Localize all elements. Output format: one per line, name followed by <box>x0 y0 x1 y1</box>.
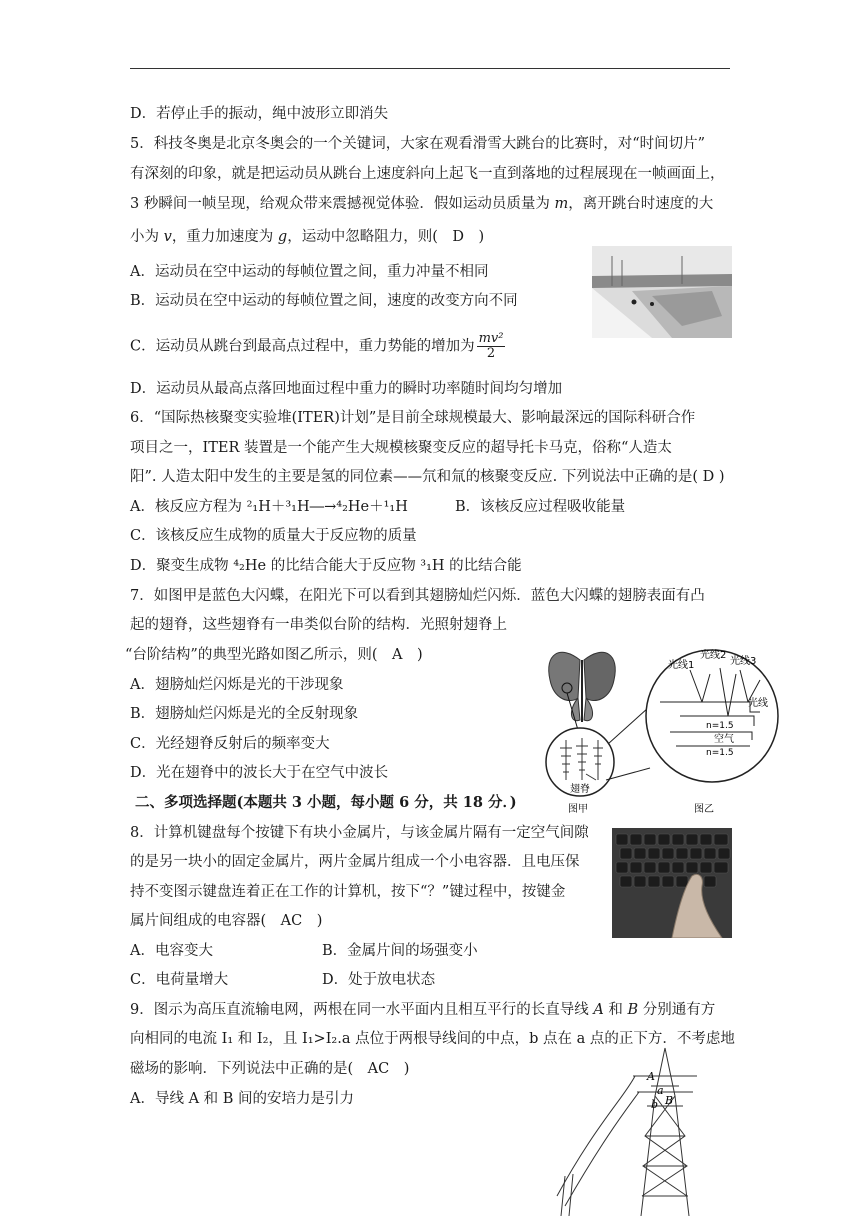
q9-option-a: A．导线 A 和 B 间的安培力是引力 <box>130 1091 355 1107</box>
label-B: B <box>665 1094 674 1107</box>
label-A: A <box>647 1070 655 1083</box>
q5-option-c: C．运动员从跳台到最高点过程中，重力势能的增加为 $\frac{\text{mv²}}{2}$ <box>130 331 504 361</box>
q7-option-a: A．翅膀灿烂闪烁是光的干涉现象 <box>130 677 344 693</box>
label-n1: n=1.5 <box>706 721 734 731</box>
label-ray1: 光线1 <box>668 660 695 671</box>
q9-line-2: 向相同的电流 I₁ 和 I₂，且 I₁>I₂.a 点位于两根导线间的中点，b 点在 a 点的正下方．不考虑地 <box>130 1031 735 1047</box>
q6-line-1: 6．“国际热核聚变实验堆(ITER)计划”是目前全球规模最大、影响最深远的国际科研合作 <box>130 410 696 426</box>
power-tower-figure <box>555 1046 735 1216</box>
q6-option-a: A．核反应方程为 ²₁H＋³₁H―→⁴₂He＋¹₁H <box>130 499 408 515</box>
q7-line-3: “台阶结构”的典型光路如图乙所示，则( A ) <box>125 647 423 663</box>
q9-line-3: 磁场的影响．下列说法中正确的是( AC ) <box>130 1061 410 1077</box>
q6-option-d: D．聚变生成物 ⁴₂He 的比结合能大于反应物 ³₁H 的比结合能 <box>130 558 522 574</box>
label-b: b <box>651 1098 659 1111</box>
q6-line-3: 阳”. 人造太阳中发生的主要是氢的同位素——氘和氚的核聚变反应. 下列说法中正确的是( D ) <box>130 469 725 485</box>
q7-option-b: B．翅膀灿烂闪烁是光的全反射现象 <box>130 706 359 722</box>
q5-line-3: 3 秒瞬间一帧呈现，给观众带来震撼视觉体验．假如运动员质量为 m，离开跳台时速度的大 <box>130 196 714 212</box>
label-ray3: 光线3 <box>730 656 757 667</box>
label-fig-yi: 图乙 <box>694 804 714 815</box>
label-ray2: 光线2 <box>700 650 727 661</box>
q9-line-1: 9．图示为高压直流输电网，两根在同一水平面内且相互平行的长直导线 A 和 B 分别通有方 <box>130 1002 716 1018</box>
label-ray: 光线 <box>748 698 768 709</box>
label-a: a <box>657 1084 664 1097</box>
keyboard-photo <box>612 828 732 938</box>
q8-line-1: 8．计算机键盘每个按键下有块小金属片，与该金属片隔有一定空气间隙 <box>130 825 589 841</box>
q8-option-b: B．金属片间的场强变小 <box>322 943 478 959</box>
ski-jump-photo <box>592 246 732 338</box>
q5-line-1: 5．科技冬奥是北京冬奥会的一个关键词，大家在观看滑雪大跳台的比赛时，对“时间切片” <box>130 136 706 152</box>
header-rule <box>130 68 730 69</box>
q6-option-c: C．该核反应生成物的质量大于反应物的质量 <box>130 528 417 544</box>
q8-option-d: D．处于放电状态 <box>322 972 436 988</box>
section-multiple-choice: 二、多项选择题(本题共 3 小题，每小题 6 分，共 18 分．) <box>135 794 517 811</box>
q5-line-2: 有深刻的印象，就是把运动员从跳台上速度斜向上起飞一直到落地的过程展现在一帧画面上， <box>130 166 725 182</box>
q5-line-4: 小为 v，重力加速度为 g，运动中忽略阻力，则( D ) <box>130 229 485 245</box>
q6-line-2: 项目之一，ITER 装置是一个能产生大规模核聚变反应的超导托卡马克，俗称“人造太 <box>130 440 672 456</box>
q8-line-2: 的是另一块小的固定金属片，两片金属片组成一个小电容器．且电压保 <box>130 854 580 870</box>
q5-option-a: A．运动员在空中运动的每帧位置之间，重力冲量不相同 <box>130 264 489 280</box>
label-fig-jia: 图甲 <box>568 804 588 815</box>
q7-option-d: D．光在翅脊中的波长大于在空气中波长 <box>130 765 389 781</box>
q5-option-d: D．运动员从最高点落回地面过程中重力的瞬时功率随时间均匀增加 <box>130 381 563 397</box>
q8-option-a: A．电容变大 <box>130 943 213 959</box>
q5-option-b: B．运动员在空中运动的每帧位置之间，速度的改变方向不同 <box>130 293 518 309</box>
q8-line-3: 持不变图示键盘连着正在工作的计算机，按下“？”键过程中，按键金 <box>130 884 566 900</box>
label-chiji: 翅脊 <box>570 784 590 795</box>
q7-line-1: 7．如图甲是蓝色大闪蝶，在阳光下可以看到其翅膀灿烂闪烁．蓝色大闪蝶的翅膀表面有凸 <box>130 588 705 604</box>
q7-option-c: C．光经翅脊反射后的频率变大 <box>130 736 330 752</box>
q6-option-b: B．该核反应过程吸收能量 <box>455 499 626 515</box>
label-n2: n=1.5 <box>706 748 734 758</box>
q4-option-d: D．若停止手的振动，绳中波形立即消失 <box>130 106 389 122</box>
butterfly-figure <box>540 640 780 816</box>
q8-line-4: 属片间组成的电容器( AC ) <box>130 913 323 929</box>
q8-option-c: C．电荷量增大 <box>130 972 229 988</box>
q7-line-2: 起的翅脊，这些翅脊有一串类似台阶的结构．光照射翅脊上 <box>130 617 507 633</box>
label-air: 空气 <box>714 734 734 745</box>
